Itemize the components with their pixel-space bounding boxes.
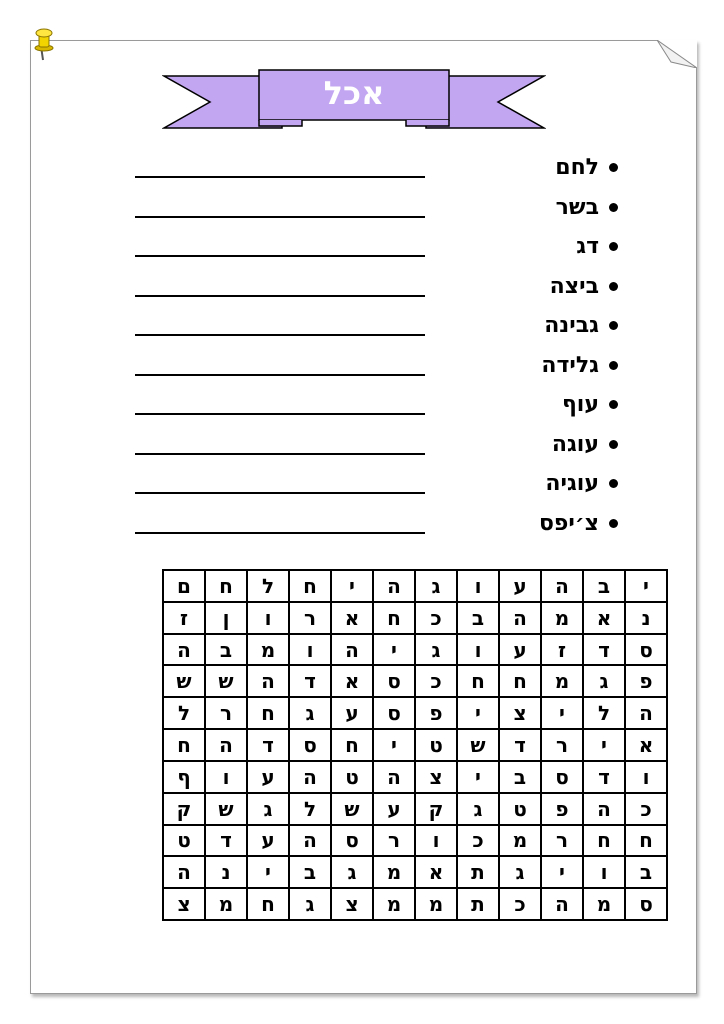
grid-cell[interactable]: ו [205,761,247,793]
bullet-icon [609,163,618,172]
grid-cell[interactable]: ס [541,761,583,793]
grid-cell[interactable]: מ [247,634,289,666]
answer-line[interactable] [135,346,425,386]
grid-cell[interactable]: צ [331,888,373,920]
grid-cell[interactable]: ג [499,856,541,888]
grid-cell[interactable]: ו [457,570,499,602]
answer-line[interactable] [135,306,425,346]
grid-cell[interactable]: ו [247,602,289,634]
grid-cell[interactable]: ם [163,570,205,602]
grid-cell[interactable]: ע [331,697,373,729]
list-item [440,425,620,465]
grid-cell[interactable]: ה [541,888,583,920]
grid-cell[interactable]: ג [415,634,457,666]
answer-line[interactable] [135,188,425,228]
grid-cell[interactable]: ע [373,793,415,825]
grid-row [163,888,667,920]
grid-row [163,825,667,857]
grid-cell[interactable]: ז [541,634,583,666]
grid-cell[interactable]: מ [373,888,415,920]
bullet-icon [609,479,618,488]
grid-cell[interactable]: ה [163,856,205,888]
answer-line[interactable] [135,385,425,425]
list-item [440,306,620,346]
grid-cell[interactable]: א [583,602,625,634]
grid-cell[interactable]: י [583,729,625,761]
grid-cell[interactable]: ב [205,634,247,666]
grid-cell[interactable]: א [331,665,373,697]
grid-cell[interactable]: כ [499,888,541,920]
grid-cell[interactable]: צ [163,888,205,920]
bullet-icon [609,321,618,330]
grid-cell[interactable]: ש [457,729,499,761]
grid-cell[interactable]: ס [625,634,667,666]
grid-cell[interactable]: ב [289,856,331,888]
grid-cell[interactable]: מ [373,856,415,888]
grid-cell[interactable]: ה [247,665,289,697]
grid-cell[interactable]: ג [331,856,373,888]
grid-row [163,634,667,666]
bullet-icon [609,242,618,251]
grid-cell[interactable]: מ [499,825,541,857]
grid-cell[interactable]: ה [625,697,667,729]
grid-cell[interactable]: ע [247,761,289,793]
grid-cell[interactable]: ש [331,793,373,825]
grid-cell[interactable]: ה [541,570,583,602]
grid-cell[interactable]: ל [583,697,625,729]
grid-cell[interactable]: ד [499,729,541,761]
word-label: ביצה [549,273,599,299]
grid-cell[interactable]: ש [163,665,205,697]
answer-line[interactable] [135,464,425,504]
grid-cell[interactable]: י [541,856,583,888]
grid-cell[interactable]: א [625,729,667,761]
grid-cell[interactable]: ד [583,634,625,666]
grid-row [163,793,667,825]
answer-line[interactable] [135,504,425,544]
grid-cell[interactable]: ח [205,570,247,602]
grid-cell[interactable]: ח [373,602,415,634]
bullet-icon [609,361,618,370]
grid-cell[interactable]: ע [499,634,541,666]
grid-cell[interactable]: נ [205,856,247,888]
grid-cell[interactable]: ה [331,634,373,666]
grid-row [163,570,667,602]
grid-row [163,665,667,697]
grid-cell[interactable]: ר [373,825,415,857]
bullet-icon [609,400,618,409]
grid-cell[interactable]: מ [541,602,583,634]
grid-cell[interactable]: ד [247,729,289,761]
bullet-icon [609,440,618,449]
grid-cell[interactable]: ג [457,793,499,825]
grid-cell[interactable]: ה [373,570,415,602]
grid-cell[interactable]: ו [289,634,331,666]
list-item [440,267,620,307]
grid-cell[interactable]: ג [415,570,457,602]
answer-line[interactable] [135,227,425,267]
word-label: עוגה [551,431,599,457]
list-item [440,148,620,188]
grid-cell[interactable]: א [331,602,373,634]
grid-cell[interactable]: י [541,697,583,729]
grid-cell[interactable]: ח [247,888,289,920]
grid-cell[interactable]: ה [163,634,205,666]
grid-cell[interactable]: ט [331,761,373,793]
grid-cell[interactable]: ה [289,761,331,793]
grid-cell[interactable]: ה [289,825,331,857]
grid-cell[interactable]: ל [289,793,331,825]
grid-cell[interactable]: ש [205,793,247,825]
grid-cell[interactable]: ת [457,888,499,920]
grid-cell[interactable]: ו [415,825,457,857]
grid-cell[interactable]: ק [415,793,457,825]
grid-cell[interactable]: ח [163,729,205,761]
grid-cell[interactable]: ט [415,729,457,761]
grid-cell[interactable]: ג [289,888,331,920]
grid-cell[interactable]: פ [415,697,457,729]
word-label: גבינה [544,313,599,339]
grid-cell[interactable]: י [331,570,373,602]
grid-cell[interactable]: מ [205,888,247,920]
grid-cell[interactable]: י [457,697,499,729]
grid-cell[interactable]: ר [541,825,583,857]
grid-cell[interactable]: ר [289,602,331,634]
answer-line[interactable] [135,148,425,188]
list-item [440,385,620,425]
grid-cell[interactable]: י [373,729,415,761]
grid-cell[interactable]: מ [415,888,457,920]
grid-cell[interactable]: ס [625,888,667,920]
grid-cell[interactable]: ב [499,761,541,793]
word-label: לחם [555,155,599,181]
answer-lines [135,148,425,543]
answer-line[interactable] [135,425,425,465]
grid-cell[interactable]: ט [499,793,541,825]
grid-cell[interactable]: כ [415,665,457,697]
grid-cell[interactable]: ו [583,856,625,888]
word-search-grid [162,569,668,921]
grid-cell[interactable]: צ [499,697,541,729]
grid-cell[interactable]: א [415,856,457,888]
grid-cell[interactable]: ק [163,793,205,825]
grid-cell[interactable]: מ [541,665,583,697]
grid-cell[interactable]: ן [205,602,247,634]
grid-cell[interactable]: ח [457,665,499,697]
grid-cell[interactable]: כ [457,825,499,857]
grid-cell[interactable]: ה [583,793,625,825]
grid-cell[interactable]: ז [163,602,205,634]
grid-cell[interactable]: ח [289,570,331,602]
grid-cell[interactable]: ה [499,602,541,634]
grid-row [163,602,667,634]
grid-cell[interactable]: ב [457,602,499,634]
grid-row [163,697,667,729]
grid-cell[interactable]: צ [415,761,457,793]
word-label: גלידה [541,352,599,378]
grid-cell[interactable]: ד [205,825,247,857]
grid-cell[interactable]: ו [457,634,499,666]
pushpin-icon [30,26,58,62]
grid-cell[interactable]: י [625,570,667,602]
list-item [440,227,620,267]
bullet-icon [609,519,618,528]
grid-cell[interactable]: פ [625,665,667,697]
list-item [440,504,620,544]
list-item [440,464,620,504]
list-item [440,188,620,228]
grid-cell[interactable]: מ [583,888,625,920]
word-label: צ׳יפס [538,510,599,536]
grid-row [163,856,667,888]
grid-cell[interactable]: ח [247,697,289,729]
grid-cell[interactable]: י [247,856,289,888]
answer-line[interactable] [135,267,425,307]
grid-cell[interactable]: ף [163,761,205,793]
page-title: אכל [323,74,385,112]
grid-cell[interactable]: נ [625,602,667,634]
grid-cell[interactable]: ס [373,665,415,697]
grid-cell[interactable]: י [457,761,499,793]
word-label: עוף [561,392,599,418]
grid-cell[interactable]: פ [541,793,583,825]
grid-cell[interactable]: ח [583,825,625,857]
grid-cell[interactable]: ח [499,665,541,697]
grid-cell[interactable]: ש [205,665,247,697]
word-label: עוגיה [545,471,599,497]
grid-cell[interactable]: ב [625,856,667,888]
grid-cell[interactable]: ל [247,570,289,602]
grid-cell[interactable]: ח [331,729,373,761]
grid-cell[interactable]: ע [499,570,541,602]
grid-cell[interactable]: ס [373,697,415,729]
grid-cell[interactable]: ס [289,729,331,761]
grid-cell[interactable]: ר [541,729,583,761]
grid-cell[interactable]: י [373,634,415,666]
grid-cell[interactable]: ל [163,697,205,729]
grid-cell[interactable]: ו [625,761,667,793]
grid-cell[interactable]: ס [331,825,373,857]
grid-cell[interactable]: ת [457,856,499,888]
word-label: דג [576,234,599,260]
grid-cell[interactable]: כ [625,793,667,825]
page-curl [657,40,697,68]
word-list [440,148,620,543]
grid-cell[interactable]: ד [583,761,625,793]
grid-cell[interactable]: ד [289,665,331,697]
grid-cell[interactable]: ג [289,697,331,729]
grid-cell[interactable]: ג [583,665,625,697]
grid-cell[interactable]: ה [373,761,415,793]
grid-cell[interactable]: ט [163,825,205,857]
grid-row [163,729,667,761]
grid-cell[interactable]: ב [583,570,625,602]
grid-cell[interactable]: ה [205,729,247,761]
grid-cell[interactable]: ר [205,697,247,729]
grid-row [163,761,667,793]
list-item [440,346,620,386]
bullet-icon [609,203,618,212]
grid-cell[interactable]: ע [247,825,289,857]
bullet-icon [609,282,618,291]
word-label: בשר [555,194,599,220]
grid-cell[interactable]: כ [415,602,457,634]
grid-cell[interactable]: ח [625,825,667,857]
grid-cell[interactable]: ג [247,793,289,825]
